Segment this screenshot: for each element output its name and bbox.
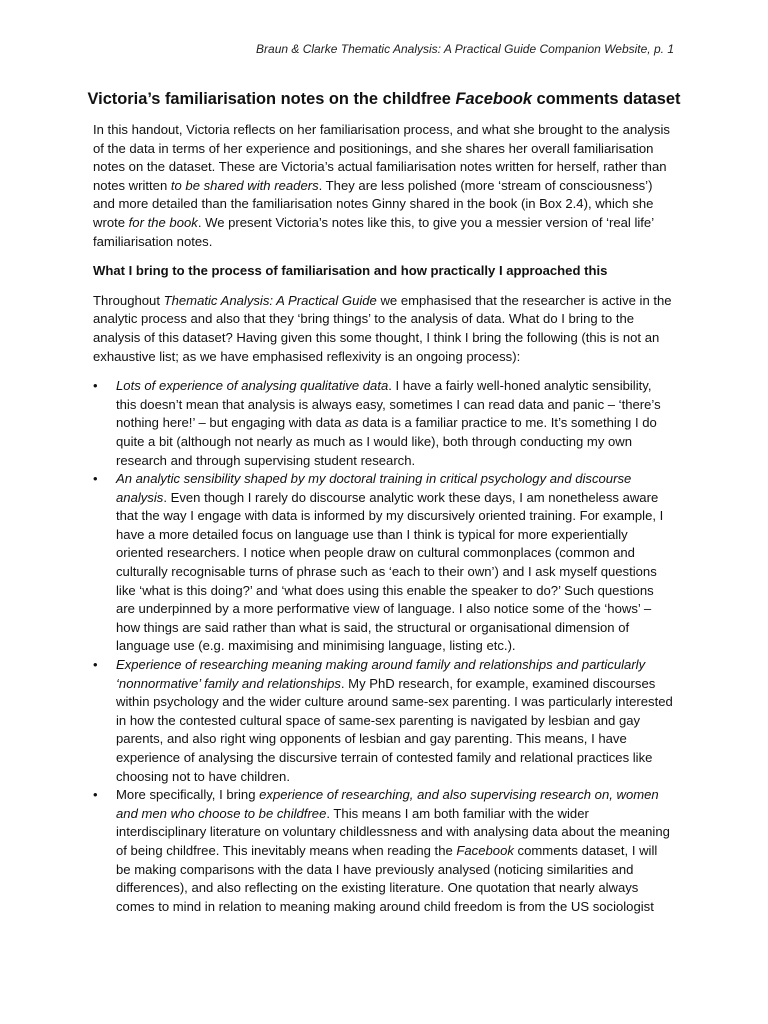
list-item <box>93 656 675 786</box>
bullet-lead: An analytic sensibility shaped by my doctoral training in critical psychology and discourse analysis <box>116 471 632 505</box>
intro-text-2: . They are less polished (more ‘stream of consciousness’) and more detailed than the familiarisation notes Ginny shared in the book (in Box 2.4), which she wrote <box>93 177 654 230</box>
bullet-text: data is a familiar practice to me. It’s something I do quite a bit (although not nearly as much as I would like), both through conducting my own research and through supervising student research. <box>116 415 657 468</box>
bullet-text: . I have a fairly well-honed analytic sensibility, this doesn’t mean that analysis is always easy, sometimes I can read data and panic – ‘there’s nothing here!’ – but engaging with data <box>116 378 661 431</box>
running-header: Braun & Clarke Thematic Analysis: A Practical Guide Companion Website, p. 1 <box>256 42 674 56</box>
list-item <box>93 377 675 470</box>
bullet-icon: • <box>93 378 98 394</box>
bullet-lead: Experience of researching meaning making around family and relationships and particularly ‘nonnormative’ family and relationships <box>116 657 646 691</box>
title-part-2: comments dataset <box>532 90 681 108</box>
intro-emphasis-1: to be shared with readers <box>170 177 319 193</box>
bullet-emphasis: as <box>344 415 359 431</box>
section-intro-text-2: we emphasised that the researcher is active in the analytic process and also that they ‘bring things’ to the analysis of data. What do I bring to the analysis of this dataset? Having given this some thought, I think I bring the following (this is not an exhaustive list; as we have emphasised reflexivity is an ongoing process): <box>93 292 672 364</box>
bullet-icon: • <box>93 787 98 803</box>
bullet-text: comments dataset, I will be making comparisons with the data I have previously analysed (noticing similarities and differences), and also reflecting on the existing literature. One quotation that nearly always comes to mind in relation to meaning making around child freedom is from the US sociologist <box>116 842 658 914</box>
intro-text-1: In this handout, Victoria reflects on her familiarisation process, and what she brought to the analysis of the data in terms of her experience and positionings, and she shares her overall familiarisation notes on the dataset. These are Victoria’s actual familiarisation notes written for herself, rather than notes written <box>93 122 670 193</box>
document-title <box>87 88 681 110</box>
intro-paragraph <box>93 121 675 251</box>
section-intro-paragraph <box>93 292 675 366</box>
intro-emphasis-2: for the book <box>128 214 198 230</box>
bullet-emphasis: Facebook <box>456 842 514 858</box>
bullet-icon: • <box>93 471 98 487</box>
bullet-lead: Lots of experience of analysing qualitative data <box>116 378 389 394</box>
bullet-text: More specifically, I bring <box>116 787 260 803</box>
bullet-text: . My PhD research, for example, examined discourses within psychology and the wider culture around same-sex parenting. I was particularly interested in how the contested cultural space of same-sex parenting is navigated by lesbian and gay parents, and also right wing opponents of lesbian and gay parenting. This means, I have experience of analysing the discursive terrain of contested family and relational practices like choosing not to have children. <box>116 675 673 784</box>
title-part-1: Victoria’s familiarisation notes on the childfree <box>87 90 456 108</box>
document-body <box>87 88 681 916</box>
bullet-list <box>93 377 675 916</box>
list-item <box>93 470 675 656</box>
section-heading: What I bring to the process of familiarisation and how practically I approached this <box>93 263 608 279</box>
bullet-text: . Even though I rarely do discourse analytic work these days, I am nonetheless aware that the way I engage with data is informed by my discursively oriented training. For example, I have a more detailed focus on language use than I think is typical for more experientially oriented researchers. I notice when people draw on cultural commonplaces (common and culturally recognisable turns of phrase such as ‘each to their own’) and I ask myself questions like ‘what is this doing?’ and ‘what does using this enable the speaker to do?’ Such questions are underpinned by a more performative view of language. I also notice some of the ‘hows’ – how things are said rather than what is said, the structural or organisational dimension of language use (e.g. maximising and minimising language, listing etc.). <box>116 489 664 654</box>
bullet-lead: experience of researching, and also supervising research on, women and men who choose to be childfree <box>116 787 659 821</box>
section-intro-text-1: Throughout <box>93 292 164 308</box>
bullet-text: . This means I am both familiar with the wider interdisciplinary literature on voluntary childlessness and with analysing data about the meaning of being childfree. This inevitably means when reading the <box>116 805 670 858</box>
section-intro-book-title: Thematic Analysis: A Practical Guide <box>163 292 377 308</box>
list-item <box>93 786 675 916</box>
intro-text-3: . We present Victoria’s notes like this, to give you a messier version of ‘real life’ familiarisation notes. <box>93 214 654 249</box>
bullet-icon: • <box>93 657 98 673</box>
title-italic: Facebook <box>455 90 532 108</box>
